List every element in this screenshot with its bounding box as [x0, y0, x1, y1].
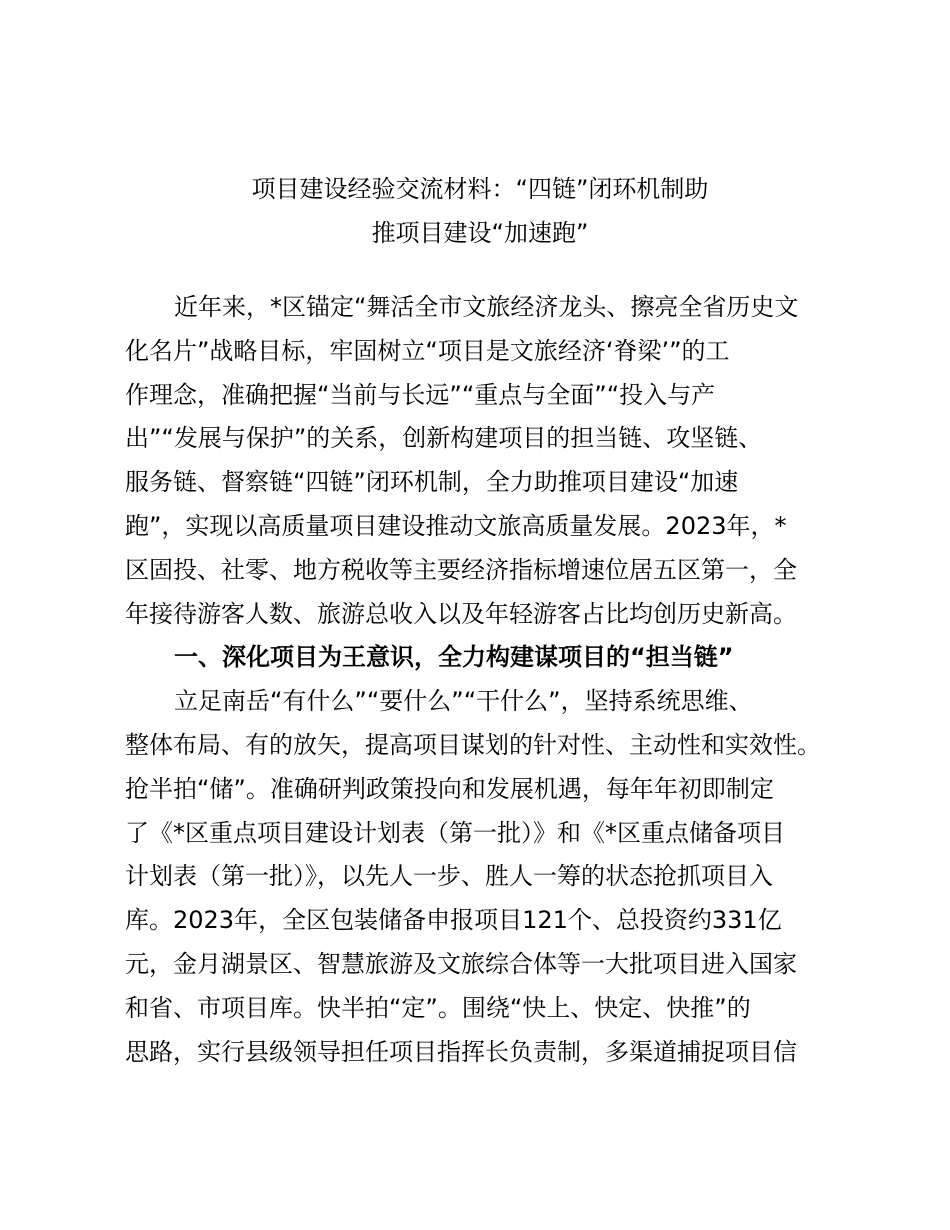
paragraph-line: 库。2023年，全区包装储备申报项目121个、总投资约331亿 [125, 906, 782, 935]
paragraph-line: 立足南岳“有什么”“要什么”“干什么”，坚持系统思维、 [174, 687, 753, 716]
paragraph-intro [125, 286, 835, 636]
paragraph-line: 抢半拍“储”。准确研判政策投向和发展机遇，每年年初即制定 [125, 774, 774, 803]
title-line: 项目建设经验交流材料：“四链”闭环机制助 [251, 175, 709, 203]
paragraph-line: 和省、市项目库。快半拍“定”。围绕“快上、快定、快推”的 [125, 993, 751, 1022]
paragraph-line: 跑”，实现以高质量项目建设推动文旅高质量发展。2023年，* [125, 511, 787, 540]
paragraph-line: 化名片”战略目标，牢固树立“项目是文旅经济‘脊梁’”的工 [125, 336, 730, 365]
paragraph-line: 区固投、社零、地方税收等主要经济指标增速位居五区第一，全 [125, 555, 797, 584]
document-body [125, 286, 835, 1074]
paragraph-line: 思路，实行县级领导担任项目指挥长负责制，多渠道捕捉项目信 [125, 1037, 797, 1066]
paragraph-line: 服务链、督察链“四链”闭环机制，全力助推项目建设“加速 [125, 468, 739, 497]
section-heading: 一、深化项目为王意识，全力构建谋项目的“担当链” [174, 643, 734, 672]
paragraph-line: 整体布局、有的放矢，提高项目谋划的针对性、主动性和实效性。 [125, 730, 821, 759]
paragraph-line: 近年来，*区锚定“舞活全市文旅经济龙头、擦亮全省历史文 [174, 293, 799, 321]
paragraph-line: 了《*区重点项目建设计划表（第一批）》和《*区重点储备项目 [125, 818, 785, 847]
document-title [125, 168, 835, 256]
paragraph-line: 元，金月湖景区、智慧旅游及文旅综合体等一大批项目进入国家 [125, 949, 797, 978]
paragraph-line: 年接待游客人数、旅游总收入以及年轻游客占比均创历史新高。 [125, 599, 797, 628]
paragraph-line: 出”“发展与保护”的关系，创新构建项目的担当链、攻坚链、 [125, 424, 763, 453]
paragraph-line: 作理念，准确把握“当前与长远”“重点与全面”“投入与产 [125, 380, 716, 409]
paragraph-line: 计划表（第一批）》，以先人一步、胜人一筹的状态抢抓项目入 [125, 862, 773, 891]
paragraph-section1 [125, 680, 835, 1074]
title-line: 推项目建设“加速跑” [371, 218, 589, 247]
